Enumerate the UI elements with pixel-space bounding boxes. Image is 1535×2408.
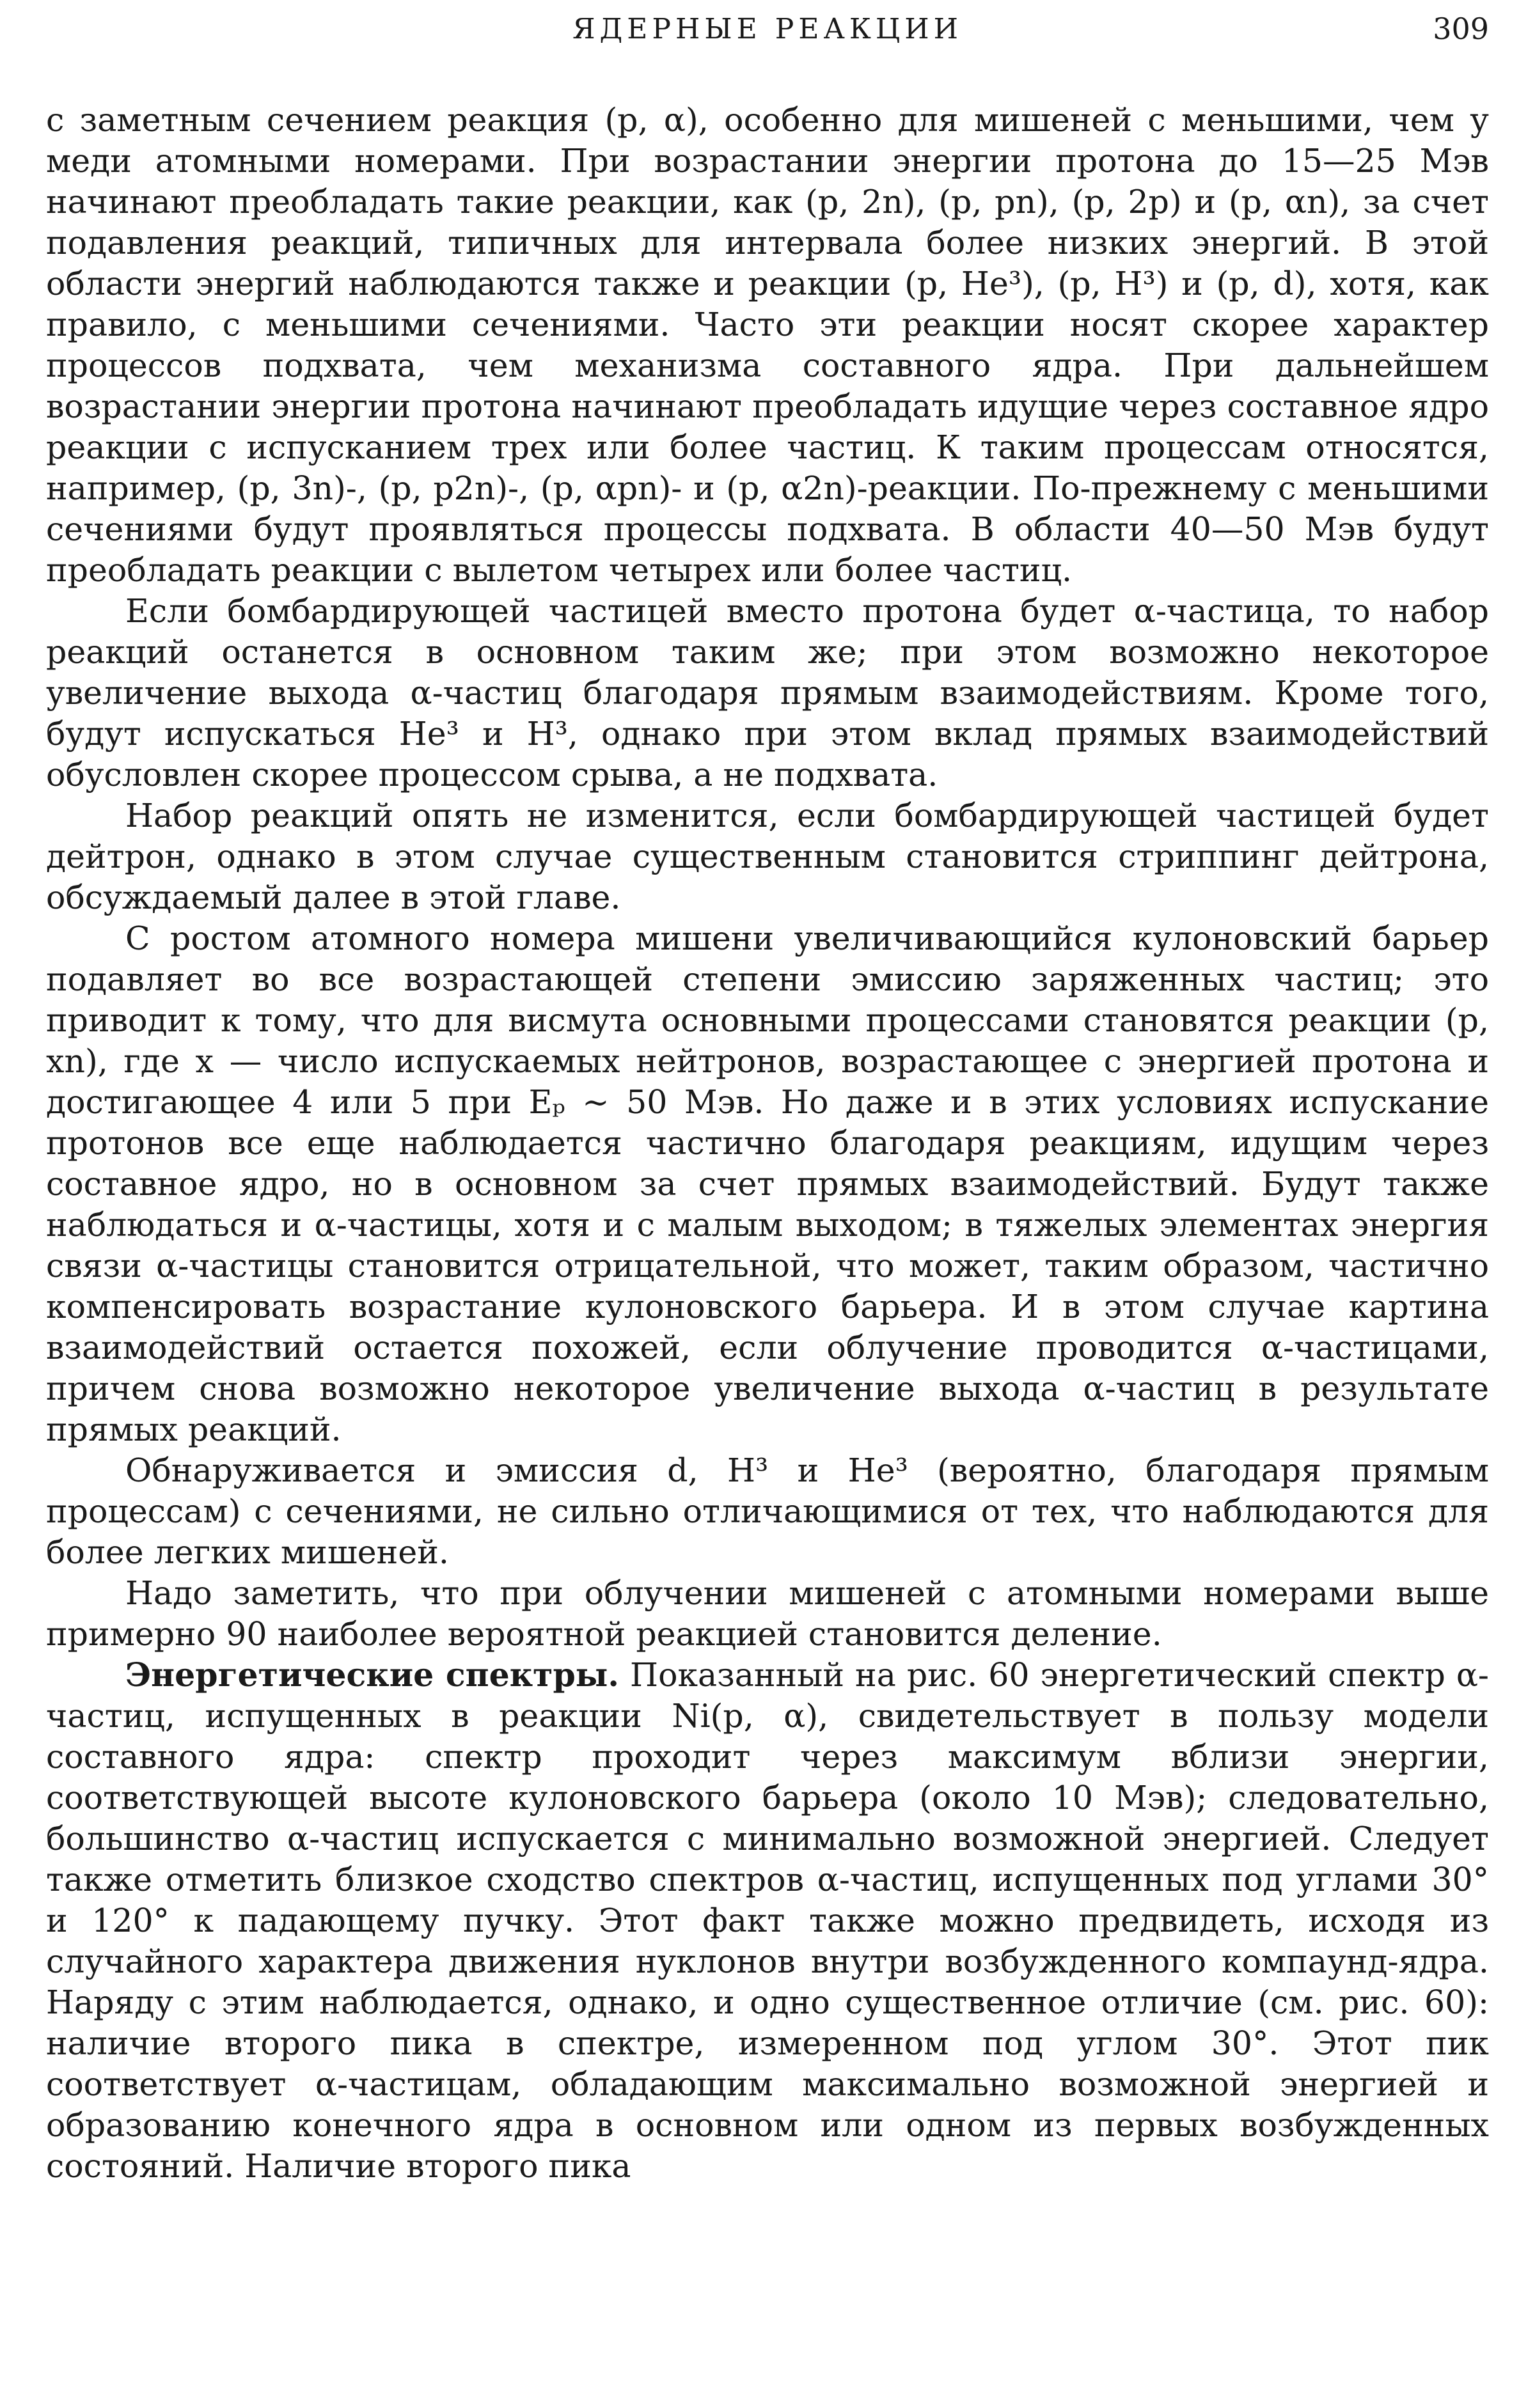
paragraph-coulomb-barrier: С ростом атомного номера мишени увеличивающийся кулоновский барьер подавляет во все возрастающей степени эмиссию заряженных частиц; это приводит к тому, что для висмута основными процессами становятся реакции (p, xn), где x — число испускаемых нейтронов, возрастающее с энергией протона и достигающее 4 или 5 при Eₚ ∼ 50 Мэв. Но даже и в этих условиях испускание протонов все еще наблюдается частично благодаря реакциям, идущим через составное ядро, но в основном за счет прямых взаимодействий. Будут также наблюдаться и α-частицы, хотя и с малым выходом; в тяжелых элементах энергия связи α-частицы становится отрицательной, что может, таким образом, частично компенсировать возрастание кулоновского барьера. И в этом случае картина взаимодействий остается похожей, если облучение проводится α-частицами, причем снова возможно некоторое увеличение выхода α-частиц в результате прямых реакций. — [46, 919, 1489, 1448]
body-text — [46, 100, 1489, 2187]
paragraph-energy-spectra-text: Показанный на рис. 60 энергетический спектр α-частиц, испущенных в реакции Ni(p, α), свидетельствует в пользу модели составного ядра: спектр проходит через максимум вблизи энергии, соответствующей высоте кулоновского барьера (около 10 Мэв); следовательно, большинство α-частиц испускается с минимально возможной энергией. Следует также отметить близкое сходство спектров α-частиц, испущенных под углами 30° и 120° к падающему пучку. Этот факт также можно предвидеть, исходя из случайного характера движения нуклонов внутри возбужденного компаунд-ядра. Наряду с этим наблюдается, однако, и одно существенное отличие (см. рис. 60): наличие второго пика в спектре, измеренном под углом 30°. Этот пик соответствует α-частицам, обладающим максимально возможной энергией и образованию конечного ядра в основном или одном из первых возбужденных состояний. Наличие второго пика — [46, 1656, 1489, 2185]
paragraph-alpha-projectile: Если бомбардирующей частицей вместо протона будет α-частица, то набор реакций останется в основном таким же; при этом возможно некоторое увеличение выхода α-частиц благодаря прямым взаимодействиям. Кроме того, будут испускаться He³ и H³, однако при этом вклад прямых взаимодействий обусловлен скорее процессом срыва, а не подхвата. — [46, 592, 1489, 794]
running-title: ЯДЕРНЫЕ РЕАКЦИИ — [572, 13, 963, 45]
book-page — [46, 0, 1489, 2408]
page-header — [46, 8, 1489, 47]
paragraph-emission: Обнаруживается и эмиссия d, H³ и He³ (вероятно, благодаря прямым процессам) с сечениями, не сильно отличающимися от тех, что наблюдаются для более легких мишеней. — [46, 1451, 1489, 1571]
paragraph-deuteron: Набор реакций опять не изменится, если бомбардирующей частицей будет дейтрон, однако в этом случае существенным становится стриппинг дейтрона, обсуждаемый далее в этой главе. — [46, 797, 1489, 916]
run-in-heading: Энергетические спектры. — [125, 1656, 619, 1694]
paragraph-continuation: с заметным сечением реакция (p, α), особенно для мишеней с меньшими, чем у меди атомными номерами. При возрастании энергии протона до 15—25 Мэв начинают преобладать такие реакции, как (p, 2n), (p, pn), (p, 2p) и (p, αn), за счет подавления реакций, типичных для интервала более низких энергий. В этой области энергий наблюдаются также и реакции (p, He³), (p, H³) и (p, d), хотя, как правило, с меньшими сечениями. Часто эти реакции носят скорее характер процессов подхвата, чем механизма составного ядра. При дальнейшем возрастании энергии протона начинают преобладать идущие через составное ядро реакции с испусканием трех или более частиц. К таким процессам относятся, например, (p, 3n)-, (p, p2n)-, (p, αpn)- и (p, α2n)-реакции. По-прежнему с меньшими сечениями будут проявляться процессы подхвата. В области 40—50 Мэв будут преобладать реакции с вылетом четырех или более частиц. — [46, 101, 1489, 589]
paragraph-fission: Надо заметить, что при облучении мишеней с атомными номерами выше примерно 90 наиболее вероятной реакцией становится деление. — [46, 1574, 1489, 1653]
page-number: 309 — [1433, 12, 1489, 46]
paragraph-energy-spectra — [46, 1655, 1489, 2187]
